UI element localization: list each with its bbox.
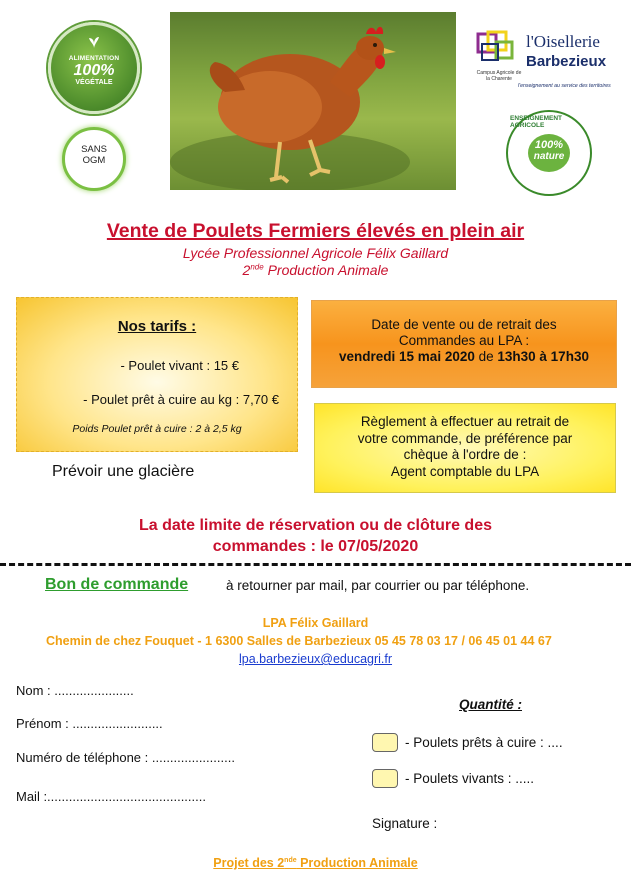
ready-to-cook-quantity-box[interactable] — [372, 733, 398, 752]
alimentation-vegetale-badge — [48, 22, 140, 114]
tarifs-box — [16, 297, 298, 452]
nom-field[interactable]: Nom : ...................... — [16, 683, 134, 698]
badge-text: 100% — [534, 139, 564, 151]
footer-sup: nde — [284, 856, 297, 864]
weight-note: Poids Poulet prêt à cuire : 2 à 2,5 kg — [72, 423, 242, 435]
chicken-illustration — [170, 12, 456, 190]
phone-field[interactable]: Numéro de téléphone : ....................... — [16, 750, 235, 765]
order-form-title: Bon de commande — [45, 576, 189, 593]
logo-name: l'Oisellerie — [526, 32, 600, 51]
footer-pre: Projet des 2 — [213, 856, 285, 870]
chicken-photo — [170, 12, 456, 190]
date-text: Commandes au LPA : — [398, 333, 530, 348]
reglement-box — [314, 403, 616, 493]
lpa-address: Chemin de chez Fouquet - 1 6300 Salles de Barbezieux 05 45 78 03 17 / 06 45 01 44 67 — [46, 634, 552, 648]
subtitle-rest: Production Animale — [263, 262, 389, 278]
signature-field[interactable]: Signature : — [372, 816, 438, 831]
date-text — [312, 349, 616, 364]
date-text: Date de vente ou de retrait des — [371, 317, 557, 332]
badge-text: ALIMENTATION — [68, 55, 120, 62]
date-de: de — [474, 349, 498, 364]
badge-text: OGM — [82, 155, 106, 166]
subtitle — [0, 262, 631, 278]
nature-badge — [506, 110, 592, 196]
glaciere-note: Prévoir une glacière — [52, 463, 195, 480]
time-value: 13h30 à 17h30 — [497, 349, 589, 364]
subtitle-sup: nde — [250, 262, 264, 272]
logo-name: Barbezieux — [526, 53, 607, 70]
quantity-heading: Quantité : — [459, 697, 522, 712]
logo-caption: Campus Agricole de la Charente — [476, 70, 522, 82]
order-form-instruction: à retourner par mail, par courrier ou par téléphone. — [226, 578, 530, 593]
badge-inner — [528, 134, 570, 172]
lpa-name: LPA Félix Gaillard — [262, 616, 369, 630]
prenom-field[interactable]: Prénom : ......................... — [16, 716, 163, 731]
subtitle-num: 2 — [242, 262, 251, 278]
subtitle: Lycée Professionnel Agricole Félix Gaillard — [182, 245, 449, 261]
lpa-email-link[interactable]: lpa.barbezieux@educagri.fr — [238, 652, 393, 666]
reglement-text: votre commande, de préférence par — [357, 430, 573, 446]
live-chicken-quantity-box[interactable] — [372, 769, 398, 788]
footer-project — [0, 856, 631, 870]
live-chicken-label: - Poulets vivants : ..... — [405, 771, 535, 786]
reglement-text: Agent comptable du LPA — [390, 463, 540, 479]
cut-line-divider — [0, 563, 631, 566]
mail-field[interactable]: Mail :............................................ — [16, 789, 206, 804]
reglement-text: Règlement à effectuer au retrait de — [360, 414, 570, 429]
reglement-text: chèque à l'ordre de : — [403, 447, 527, 462]
badge-text: VÉGÉTALE — [75, 79, 113, 86]
ready-to-cook-label: - Poulets prêts à cuire : .... — [405, 735, 563, 750]
badge-text: ENSEIGNEMENT AGRICOLE — [510, 115, 563, 129]
price-line: - Poulet vivant : 15 € — [120, 358, 239, 373]
tarifs-heading: Nos tarifs : — [117, 318, 197, 335]
footer-post: Production Animale — [296, 856, 418, 870]
campus-logo-icon — [476, 30, 516, 66]
badge-text: 100% — [73, 62, 115, 79]
leaf-icon — [88, 35, 100, 49]
deadline-text: La date limite de réservation ou de clôture des — [139, 517, 492, 534]
date-box — [311, 300, 617, 388]
deadline-text: commandes : le 07/05/2020 — [212, 538, 419, 555]
badge-text: SANS — [81, 144, 107, 155]
sans-ogm-badge — [62, 127, 126, 191]
date-value: vendredi 15 mai 2020 — [339, 349, 475, 364]
page-title: Vente de Poulets Fermiers élevés en plein air — [106, 220, 525, 242]
price-line: - Poulet prêt à cuire au kg : 7,70 € — [83, 392, 279, 407]
badge-text: nature — [533, 151, 565, 162]
logo-caption: l'enseignement au service des territoires — [518, 83, 611, 89]
oisellerie-logo — [474, 26, 614, 98]
